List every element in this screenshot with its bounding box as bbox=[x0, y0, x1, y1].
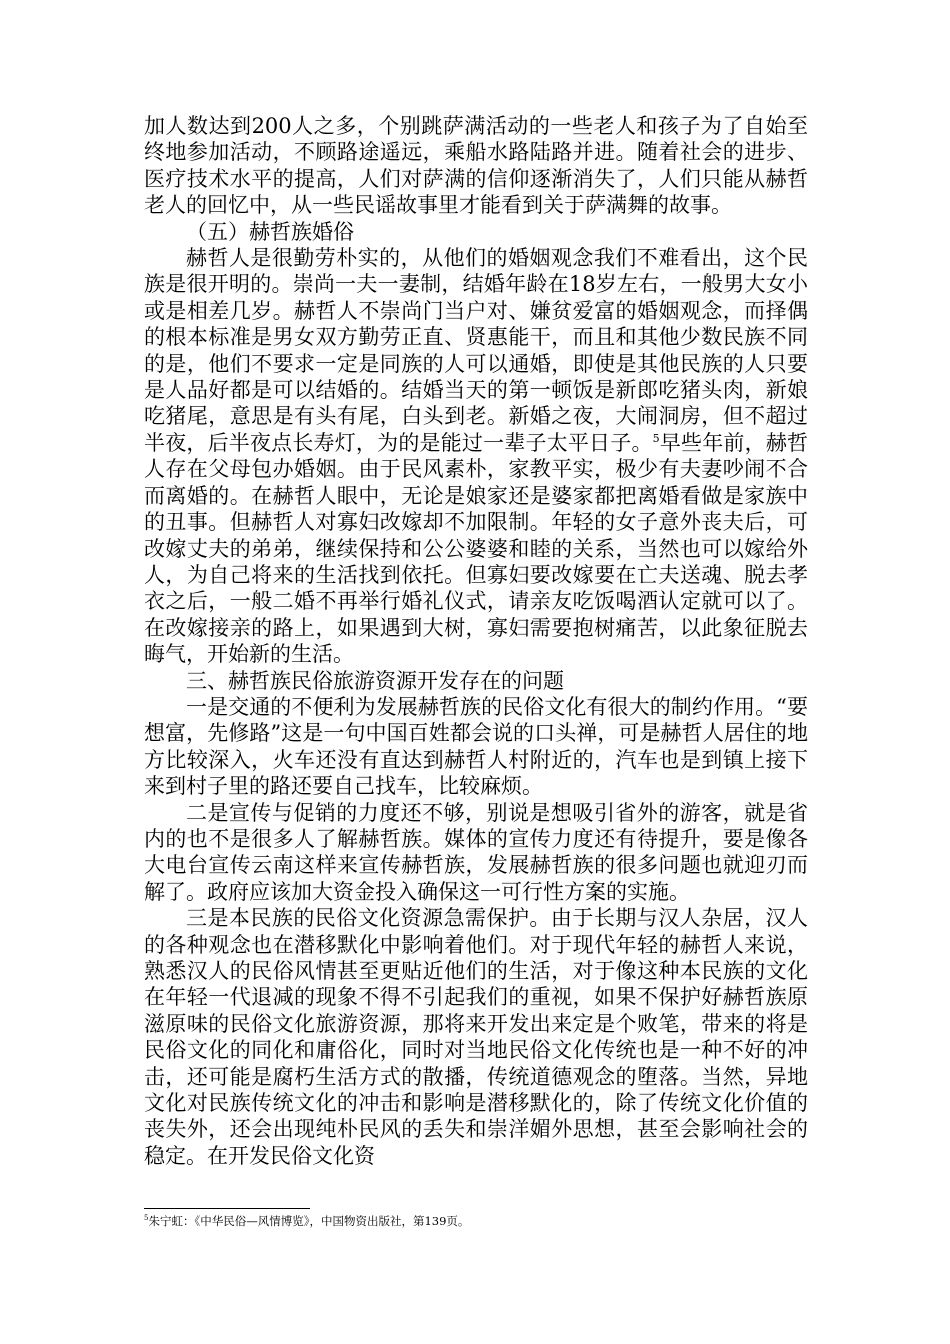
paragraph-shaman-continued: 加人数达到200人之多，个别跳萨满活动的一些老人和孩子为了自始至终地参加活动，不顾路途遥远，乘船水路陆路并进。随着社会的进步、医疗技术水平的提高，人们对萨满的信仰逐渐消失了，人们只能从赫哲老人的回忆中，从一些民谣故事里才能看到关于萨满舞的故事。 bbox=[144, 114, 808, 218]
paragraph-problem-protection: 三是本民族的民俗文化资源急需保护。由于长期与汉人杂居，汉人的各种观念也在潜移默化中影响着他们。对于现代年轻的赫哲人来说，熟悉汉人的民俗风情甚至更贴近他们的生活，对于像这种本民族的文化在年轻一代退减的现象不得不引起我们的重视，如果不保护好赫哲族原滋原味的民俗文化旅游资源，那将来开发出来定是个败笔，带来的将是民俗文化的同化和庸俗化，同时对当地民俗文化传统也是一种不好的冲击，还可能是腐朽生活方式的散播，传统道德观念的堕落。当然，异地文化对民族传统文化的冲击和影响是潜移默化的，除了传统文化价值的丧失外，还会出现纯朴民风的丢失和崇洋媚外思想，甚至会影响社会的稳定。在开发民俗文化资 bbox=[144, 906, 808, 1168]
paragraph-marriage-part2: 早些年前，赫哲人存在父母包办婚姻。由于民风素朴，家教平实，极少有夫妻吵闹不合而离婚的。在赫哲人眼中，无论是娘家还是婆家都把离婚看做是家族中的丑事。但赫哲人对寡妇改嫁却不加限制。年轻的女子意外丧夫后，可改嫁丈夫的弟弟，继续保持和公公婆婆和睦的关系，当然也可以嫁给外人，为自己将来的生活找到依托。但寡妇要改嫁要在亡夫送魂、脱去孝衣之后，一般二婚不再举行婚礼仪式，请亲友吃饭喝酒认定就可以了。在改嫁接亲的路上，如果遇到大树，寡妇需要抱树痛苦，以此象征脱去晦气，开始新的生活。 bbox=[144, 430, 809, 667]
section-heading-marriage: （五）赫哲族婚俗 bbox=[186, 219, 354, 244]
footnote-reference[interactable]: 5 bbox=[652, 431, 660, 445]
footnote bbox=[144, 1214, 808, 1229]
footnote-mark: 5 bbox=[144, 1214, 149, 1223]
paragraph-problem-traffic: 一是交通的不便利为发展赫哲族的民俗文化有很大的制约作用。“要想富，先修路”这是一句中国百姓都会说的口头禅，可是赫哲人居住的地方比较深入，火车还没有直达到赫哲人村附近的，汽车也是到镇上接下来到村子里的路还要自己找车，比较麻烦。 bbox=[144, 694, 808, 799]
document-body bbox=[144, 113, 808, 1169]
paragraph-marriage-part1: 赫哲人是很勤劳朴实的，从他们的婚姻观念我们不难看出，这个民族是很开明的。崇尚一夫一妻制，结婚年龄在18岁左右，一般男大女小或是相差几岁。赫哲人不崇尚门当户对、嫌贫爱富的婚姻观念，而择偶的根本标准是男女双方勤劳正直、贤惠能干，而且和其他少数民族不同的是，他们不要求一定是同族的人可以通婚，即使是其他民族的人只要是人品好都是可以结婚的。结婚当天的第一顿饭是新郎吃猪头肉，新娘吃猪尾，意思是有头有尾，白头到老。新婚之夜，大闹洞房，但不超过半夜，后半夜点长寿灯，为的是能过一辈子太平日子。 bbox=[144, 246, 808, 455]
footnote-text: 朱宁虹：《中华民俗—风情博览》，中国物资出版社，第139页。 bbox=[148, 1214, 470, 1228]
section-heading-problems: 三、赫哲族民俗旅游资源开发存在的问题 bbox=[186, 668, 564, 693]
footnote-separator bbox=[144, 1208, 310, 1209]
paragraph-problem-promotion: 二是宣传与促销的力度还不够，别说是想吸引省外的游客，就是省内的也不是很多人了解赫哲族。媒体的宣传力度还有待提升，要是像各大电台宣传云南这样来宣传赫哲族，发展赫哲族的很多问题也就迎刃而解了。政府应该加大资金投入确保这一可行性方案的实施。 bbox=[144, 800, 808, 904]
paragraph-marriage bbox=[144, 245, 808, 668]
